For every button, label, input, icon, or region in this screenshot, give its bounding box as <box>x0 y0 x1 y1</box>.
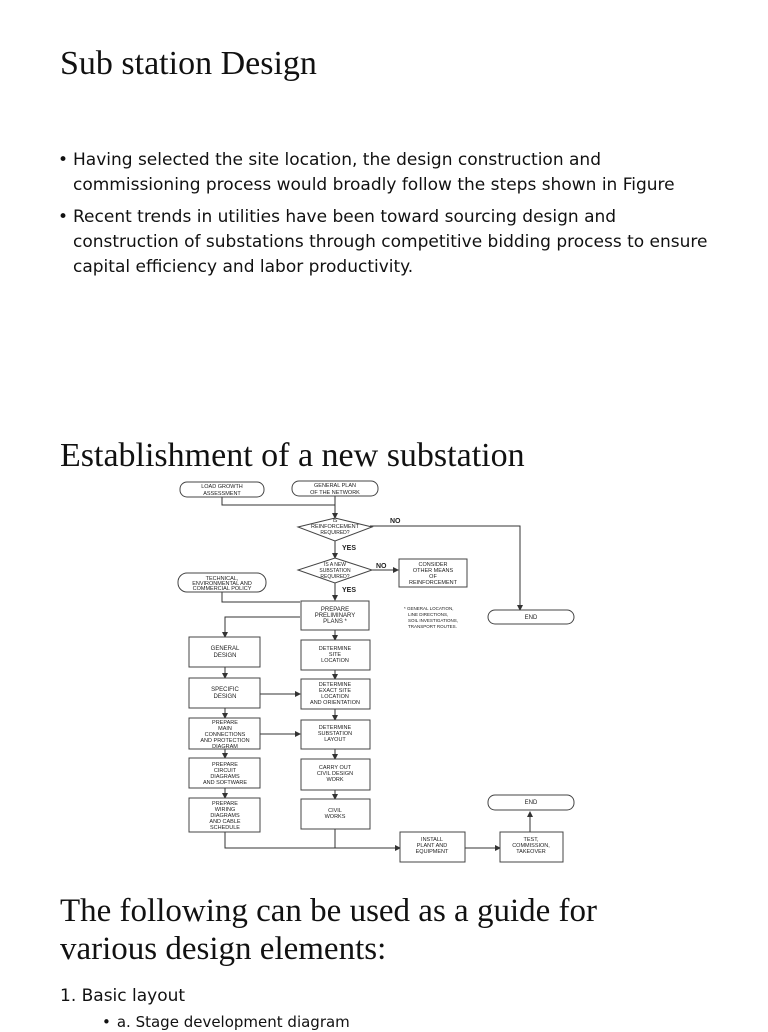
flow-node-determine-layout <box>301 720 370 749</box>
svg-text:AND ORIENTATION: AND ORIENTATION <box>310 700 360 706</box>
svg-text:PLANS *: PLANS * <box>323 619 347 625</box>
flow-node-preliminary-plans <box>301 601 369 630</box>
svg-text:PREPARE: PREPARE <box>212 801 238 807</box>
svg-text:COMMISSION,: COMMISSION, <box>512 843 550 849</box>
svg-text:CARRY OUT: CARRY OUT <box>318 765 352 771</box>
flow-node-specific-design <box>189 678 260 708</box>
flow-node-install-plant <box>400 832 465 862</box>
flow-node-technical-policy <box>178 573 266 592</box>
svg-text:COMMERCIAL POLICY: COMMERCIAL POLICY <box>192 586 252 592</box>
sub-item-stage-development <box>102 1012 350 1032</box>
svg-text:GENERAL: GENERAL <box>210 646 240 652</box>
label-yes-1: YES <box>342 545 357 552</box>
svg-text:DIAGRAM: DIAGRAM <box>212 744 238 750</box>
label-yes-2: YES <box>342 587 357 594</box>
svg-text:DESIGN: DESIGN <box>213 653 237 659</box>
flow-node-general-design <box>189 637 260 667</box>
slide3-title-line1: The following can be used as a guide for <box>60 893 597 929</box>
svg-text:PREPARE: PREPARE <box>212 762 238 768</box>
flow-node-load-growth <box>180 482 264 497</box>
svg-text:MAIN: MAIN <box>218 726 232 732</box>
svg-text:SCHEDULE: SCHEDULE <box>210 825 240 831</box>
substation-flowchart <box>0 470 768 870</box>
svg-text:DESIGN: DESIGN <box>213 694 237 700</box>
svg-text:* GENERAL LOCATION,: * GENERAL LOCATION, <box>404 606 454 611</box>
flow-node-end-top <box>488 610 574 624</box>
svg-text:AND PROTECTION: AND PROTECTION <box>200 738 250 744</box>
svg-text:LOCATION: LOCATION <box>321 658 349 664</box>
svg-text:LINE DIRECTIONS,: LINE DIRECTIONS, <box>408 612 449 617</box>
list-item-basic-layout: 1. Basic layout <box>60 986 186 1006</box>
svg-text:EXACT SITE: EXACT SITE <box>319 688 351 694</box>
svg-text:DETERMINE: DETERMINE <box>318 725 352 731</box>
svg-text:SUBSTATION: SUBSTATION <box>319 568 351 574</box>
svg-text:PLANT AND: PLANT AND <box>416 843 448 849</box>
svg-text:LAYOUT: LAYOUT <box>324 737 346 743</box>
svg-text:SPECIFIC: SPECIFIC <box>211 687 239 693</box>
svg-text:DETERMINE: DETERMINE <box>318 646 352 652</box>
flow-node-main-connections <box>189 718 260 750</box>
svg-text:INSTALL: INSTALL <box>421 837 443 843</box>
flow-node-civil-works <box>301 799 370 829</box>
svg-text:TRANSPORT ROUTES.: TRANSPORT ROUTES. <box>408 624 457 629</box>
svg-text:IS: IS <box>332 518 338 524</box>
svg-text:TEST,: TEST, <box>523 837 539 843</box>
label-no-2: NO <box>376 563 387 570</box>
svg-text:SITE: SITE <box>328 652 342 658</box>
flow-node-general-plan <box>292 481 378 496</box>
svg-text:OTHER MEANS: OTHER MEANS <box>412 568 454 574</box>
slide3-title-line2: various design elements: <box>60 931 387 967</box>
svg-text:CIVIL: CIVIL <box>328 808 342 814</box>
slide1-bullets <box>58 148 718 287</box>
flow-node-civil-design <box>301 759 370 790</box>
slide2-title: Establishment of a new substation <box>60 437 525 474</box>
svg-text:ENVIRONMENTAL AND: ENVIRONMENTAL AND <box>192 581 252 587</box>
svg-text:WORK: WORK <box>326 777 344 783</box>
svg-text:END: END <box>524 800 538 806</box>
svg-text:CONSIDER: CONSIDER <box>418 562 448 568</box>
svg-text:CIRCUIT: CIRCUIT <box>213 768 237 774</box>
bullet-dot: • <box>102 1013 111 1031</box>
flowchart-connectors <box>222 496 530 848</box>
svg-text:OF THE NETWORK: OF THE NETWORK <box>310 490 360 496</box>
svg-text:CIVIL DESIGN: CIVIL DESIGN <box>316 771 354 777</box>
sub-item-label: a. Stage development diagram <box>116 1013 350 1031</box>
svg-text:REQUIRED?: REQUIRED? <box>320 574 350 580</box>
flow-node-end-bottom <box>488 795 574 810</box>
svg-text:WORKS: WORKS <box>324 814 346 820</box>
svg-text:SOIL INVESTIGATIONS,: SOIL INVESTIGATIONS, <box>408 618 459 623</box>
svg-text:TAKEOVER: TAKEOVER <box>516 849 546 855</box>
flow-node-test-commission <box>500 832 563 862</box>
svg-text:LOAD GROWTH: LOAD GROWTH <box>201 484 243 490</box>
flow-node-determine-site <box>301 640 370 670</box>
svg-text:DIAGRAMS: DIAGRAMS <box>210 774 240 780</box>
svg-text:PREPARE: PREPARE <box>212 720 238 726</box>
svg-text:AND CABLE: AND CABLE <box>209 819 241 825</box>
svg-text:REQUIRED?: REQUIRED? <box>320 530 350 536</box>
svg-text:OF: OF <box>429 574 437 580</box>
svg-text:GENERAL PLAN: GENERAL PLAN <box>314 483 356 489</box>
svg-text:ASSESSMENT: ASSESSMENT <box>203 491 241 497</box>
svg-text:PREPARE: PREPARE <box>320 607 350 613</box>
svg-text:EQUIPMENT: EQUIPMENT <box>415 849 449 855</box>
svg-text:CONNECTIONS: CONNECTIONS <box>204 732 246 738</box>
bullet-item: • Having selected the site location, the design construction and commissioning process would broadly follow the steps shown in Figure <box>58 148 718 198</box>
flowchart-footnote <box>404 606 458 629</box>
flow-decision-new-substation <box>298 558 372 583</box>
svg-text:TECHNICAL,: TECHNICAL, <box>205 576 239 582</box>
label-no-1: NO <box>390 518 401 525</box>
flow-node-determine-exact-site <box>301 679 370 709</box>
bullet-item: • Recent trends in utilities have been toward sourcing design and construction of substations through competitive bidding process to ensure capital efficiency and labor productivity. <box>58 205 718 280</box>
flow-decision-reinforcement <box>298 518 372 541</box>
svg-text:IS A NEW: IS A NEW <box>324 562 346 568</box>
svg-text:DIAGRAMS: DIAGRAMS <box>210 813 240 819</box>
svg-text:WIRING: WIRING <box>214 807 236 813</box>
svg-text:AND SOFTWARE: AND SOFTWARE <box>202 780 248 786</box>
flow-node-wiring-diagrams <box>189 798 260 832</box>
svg-text:DETERMINE: DETERMINE <box>318 682 352 688</box>
svg-text:END: END <box>524 615 538 621</box>
svg-text:SUBSTATION: SUBSTATION <box>317 731 353 737</box>
svg-text:PRELIMINARY: PRELIMINARY <box>314 613 356 619</box>
svg-text:REINFORCEMENT: REINFORCEMENT <box>311 524 359 530</box>
flow-node-consider-other-means <box>399 559 467 587</box>
svg-text:REINFORCEMENT: REINFORCEMENT <box>409 580 457 586</box>
svg-text:LOCATION: LOCATION <box>321 694 349 700</box>
flow-node-circuit-diagrams <box>189 758 260 788</box>
slide1-title: Sub station Design <box>60 45 317 82</box>
